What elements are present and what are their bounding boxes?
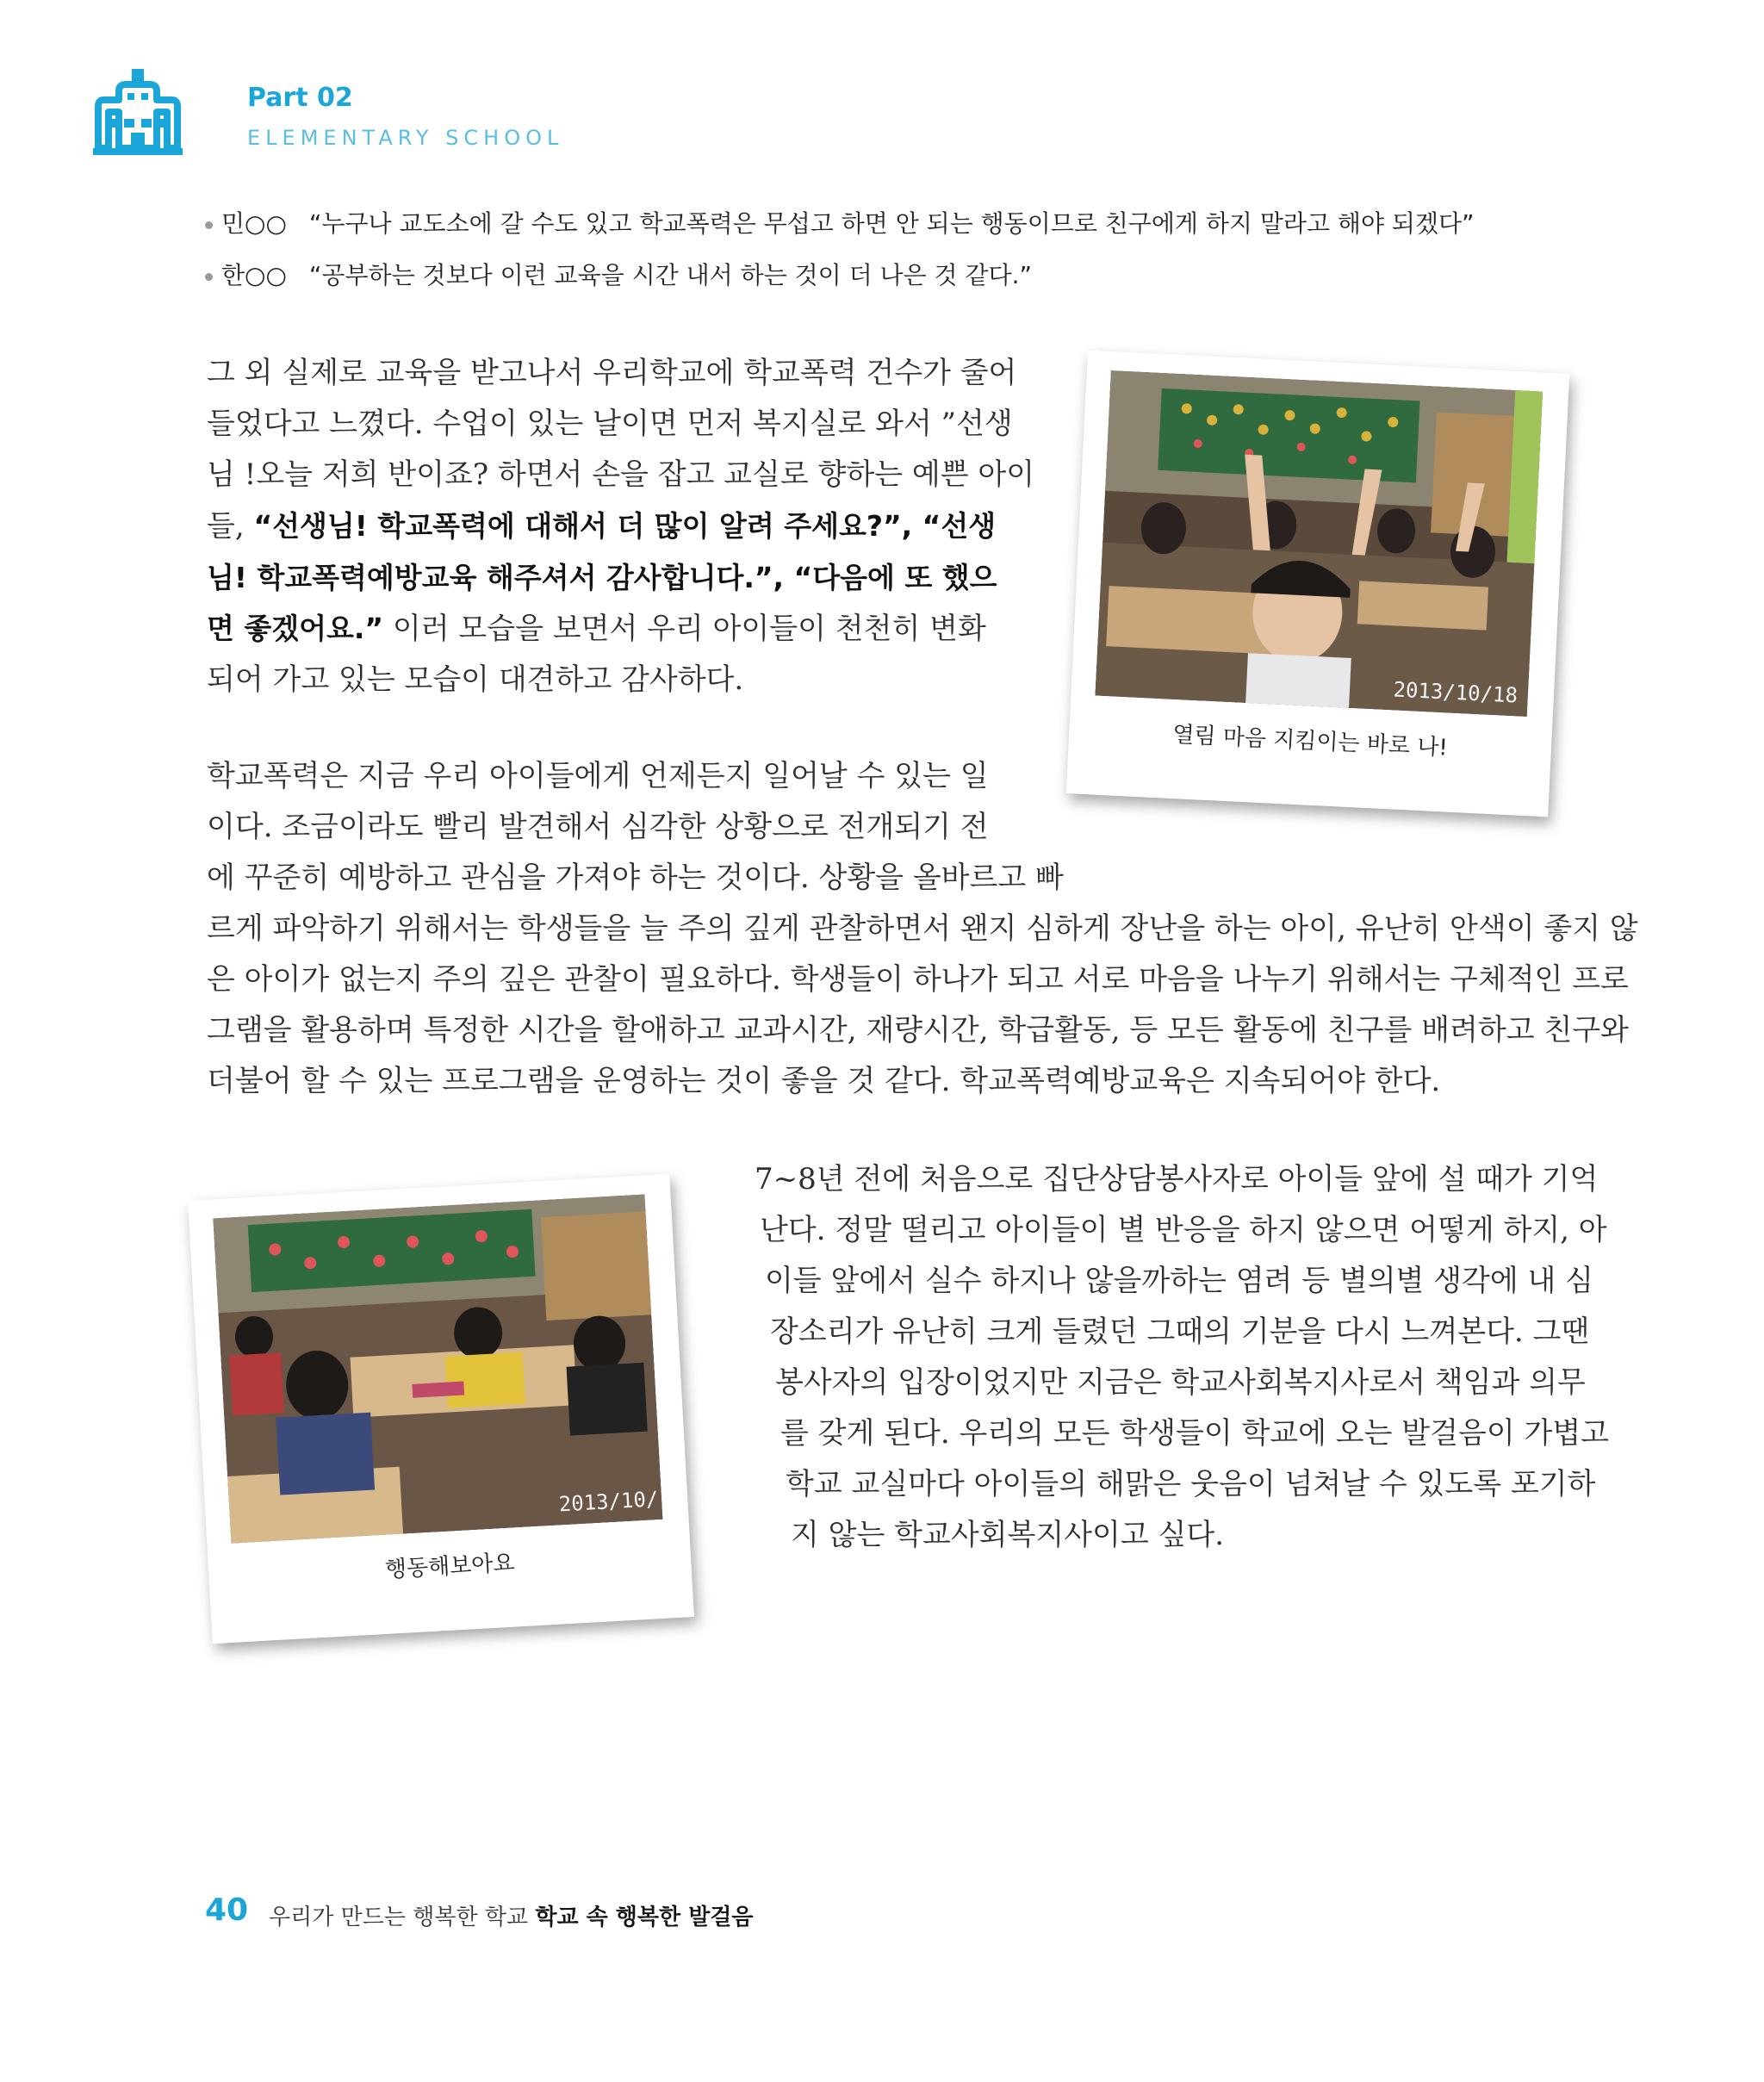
book-title-regular: 우리가 만드는 행복한 학교: [269, 1905, 536, 1930]
text-segment: 이러 모습을 보면서 우리 아이들이 천천히 변화: [383, 612, 986, 646]
bullet-icon: [205, 221, 213, 229]
classroom-photo-2: [213, 1194, 662, 1543]
handwritten-quote: “선생님! 학교폭력에 대해서 더 많이 알려 주세요?”, “선생: [253, 509, 997, 543]
book-title-bold: 학교 속 행복한 발걸음: [535, 1905, 754, 1930]
text-line: 더불어 할 수 있는 프로그램을 운영하는 것이 좋을 것 같다. 학교폭력예방교육은 지속되어야 한다.: [207, 1064, 1441, 1098]
text-line: 그 외 실제로 교육을 받고나서 우리학교에 학교폭력 건수가 줄어: [207, 356, 1017, 390]
date-stamp: 2013/10/: [558, 1487, 660, 1517]
text-line: 7~8년 전에 처음으로 집단상담봉사자로 아이들 앞에 설 때가 기억: [755, 1162, 1599, 1196]
page-number: 40: [205, 1892, 249, 1928]
quote-speaker: 한○○: [221, 261, 287, 289]
school-building-icon: [93, 69, 183, 155]
text-segment: 들,: [207, 509, 254, 544]
text-line: 은 아이가 없는지 주의 깊은 관찰이 필요하다. 학생들이 하나가 되고 서로 마음을 나누기 위해서는 구체적인 프로: [207, 962, 1629, 997]
student-quote: [205, 205, 1475, 239]
text-line: 들었다고 느꼈다. 수업이 있는 날이면 먼저 복지실로 와서 ”선생: [207, 407, 1013, 441]
photo-polaroid-2: [188, 1174, 694, 1644]
text-line: [207, 603, 1034, 655]
text-line: 이들 앞에서 실수 하지나 않을까하는 염려 등 별의별 생각에 내 심: [765, 1264, 1594, 1298]
date-stamp: 2013/10/18: [1392, 677, 1519, 708]
part-subtitle: ELEMENTARY SCHOOL: [247, 126, 564, 150]
text-line: 르게 파악하기 위해서는 학생들을 늘 주의 깊게 관찰하면서 왠지 심하게 장난을 하는 아이, 유난히 안색이 좋지 않: [207, 911, 1638, 946]
photo-caption: 행동해보아요: [384, 1550, 516, 1583]
student-quote: [205, 257, 1032, 291]
photo-polaroid-1: [1066, 351, 1569, 817]
text-line: 봉사자의 입장이었지만 지금은 학교사회복지사로서 책임과 의무: [775, 1365, 1586, 1400]
text-line: 님 !오늘 저희 반이죠? 하면서 손을 잡고 교실로 향하는 예쁜 아이: [207, 457, 1035, 492]
text-line: 이다. 조금이라도 빨리 발견해서 심각한 상황으로 전개되기 전: [207, 810, 989, 844]
photo-caption: 열림 마음 지킴이는 바로 나!: [1171, 721, 1449, 761]
quote-speaker: 민○○: [221, 209, 287, 238]
handwritten-quote: 님! 학교폭력예방교육 해주셔서 감사합니다.”, “다음에 또 했으: [207, 561, 997, 594]
bullet-icon: [205, 273, 213, 281]
text-line: 지 않는 학교사회복지사이고 싶다.: [791, 1518, 1225, 1552]
classroom-illustration: [1095, 370, 1543, 717]
paragraph-3: [755, 1154, 1609, 1561]
paragraph-1: [207, 348, 1034, 705]
classroom-photo-1: [1095, 370, 1543, 717]
text-line: 에 꾸준히 예방하고 관심을 가져야 하는 것이다. 상황을 올바르고 빠: [207, 861, 1064, 895]
handwritten-quote: 면 좋겠어요.”: [207, 612, 384, 645]
text-line: 를 갖게 된다. 우리의 모든 학생들이 학교에 오는 발걸음이 가볍고: [780, 1416, 1610, 1451]
quote-text: “누구나 교도소에 갈 수도 있고 학교폭력은 무섭고 하면 안 되는 행동이므로 친구에게 하지 말라고 해야 되겠다”: [308, 209, 1475, 238]
text-line: 그램을 활용하며 특정한 시간을 할애하고 교과시간, 재량시간, 학급활동, 등 모든 활동에 친구를 배려하고 친구와: [207, 1013, 1629, 1047]
book-title: [269, 1899, 754, 1931]
text-line: [207, 500, 1034, 552]
text-line: 학교 교실마다 아이들의 해맑은 웃음이 넘쳐날 수 있도록 포기하: [786, 1467, 1596, 1501]
text-line: 되어 가고 있는 모습이 대견하고 감사하다.: [207, 662, 744, 697]
text-line: 난다. 정말 떨리고 아이들이 별 반응을 하지 않으면 어떻게 하지, 아: [760, 1213, 1607, 1247]
text-line: 학교폭력은 지금 우리 아이들에게 언제든지 일어날 수 있는 일: [207, 759, 989, 793]
text-line: 장소리가 유난히 크게 들렸던 그때의 기분을 다시 느껴본다. 그땐: [770, 1314, 1590, 1349]
part-title: Part 02: [247, 83, 353, 113]
quote-text: “공부하는 것보다 이런 교육을 시간 내서 하는 것이 더 나은 것 같다.”: [308, 261, 1032, 289]
